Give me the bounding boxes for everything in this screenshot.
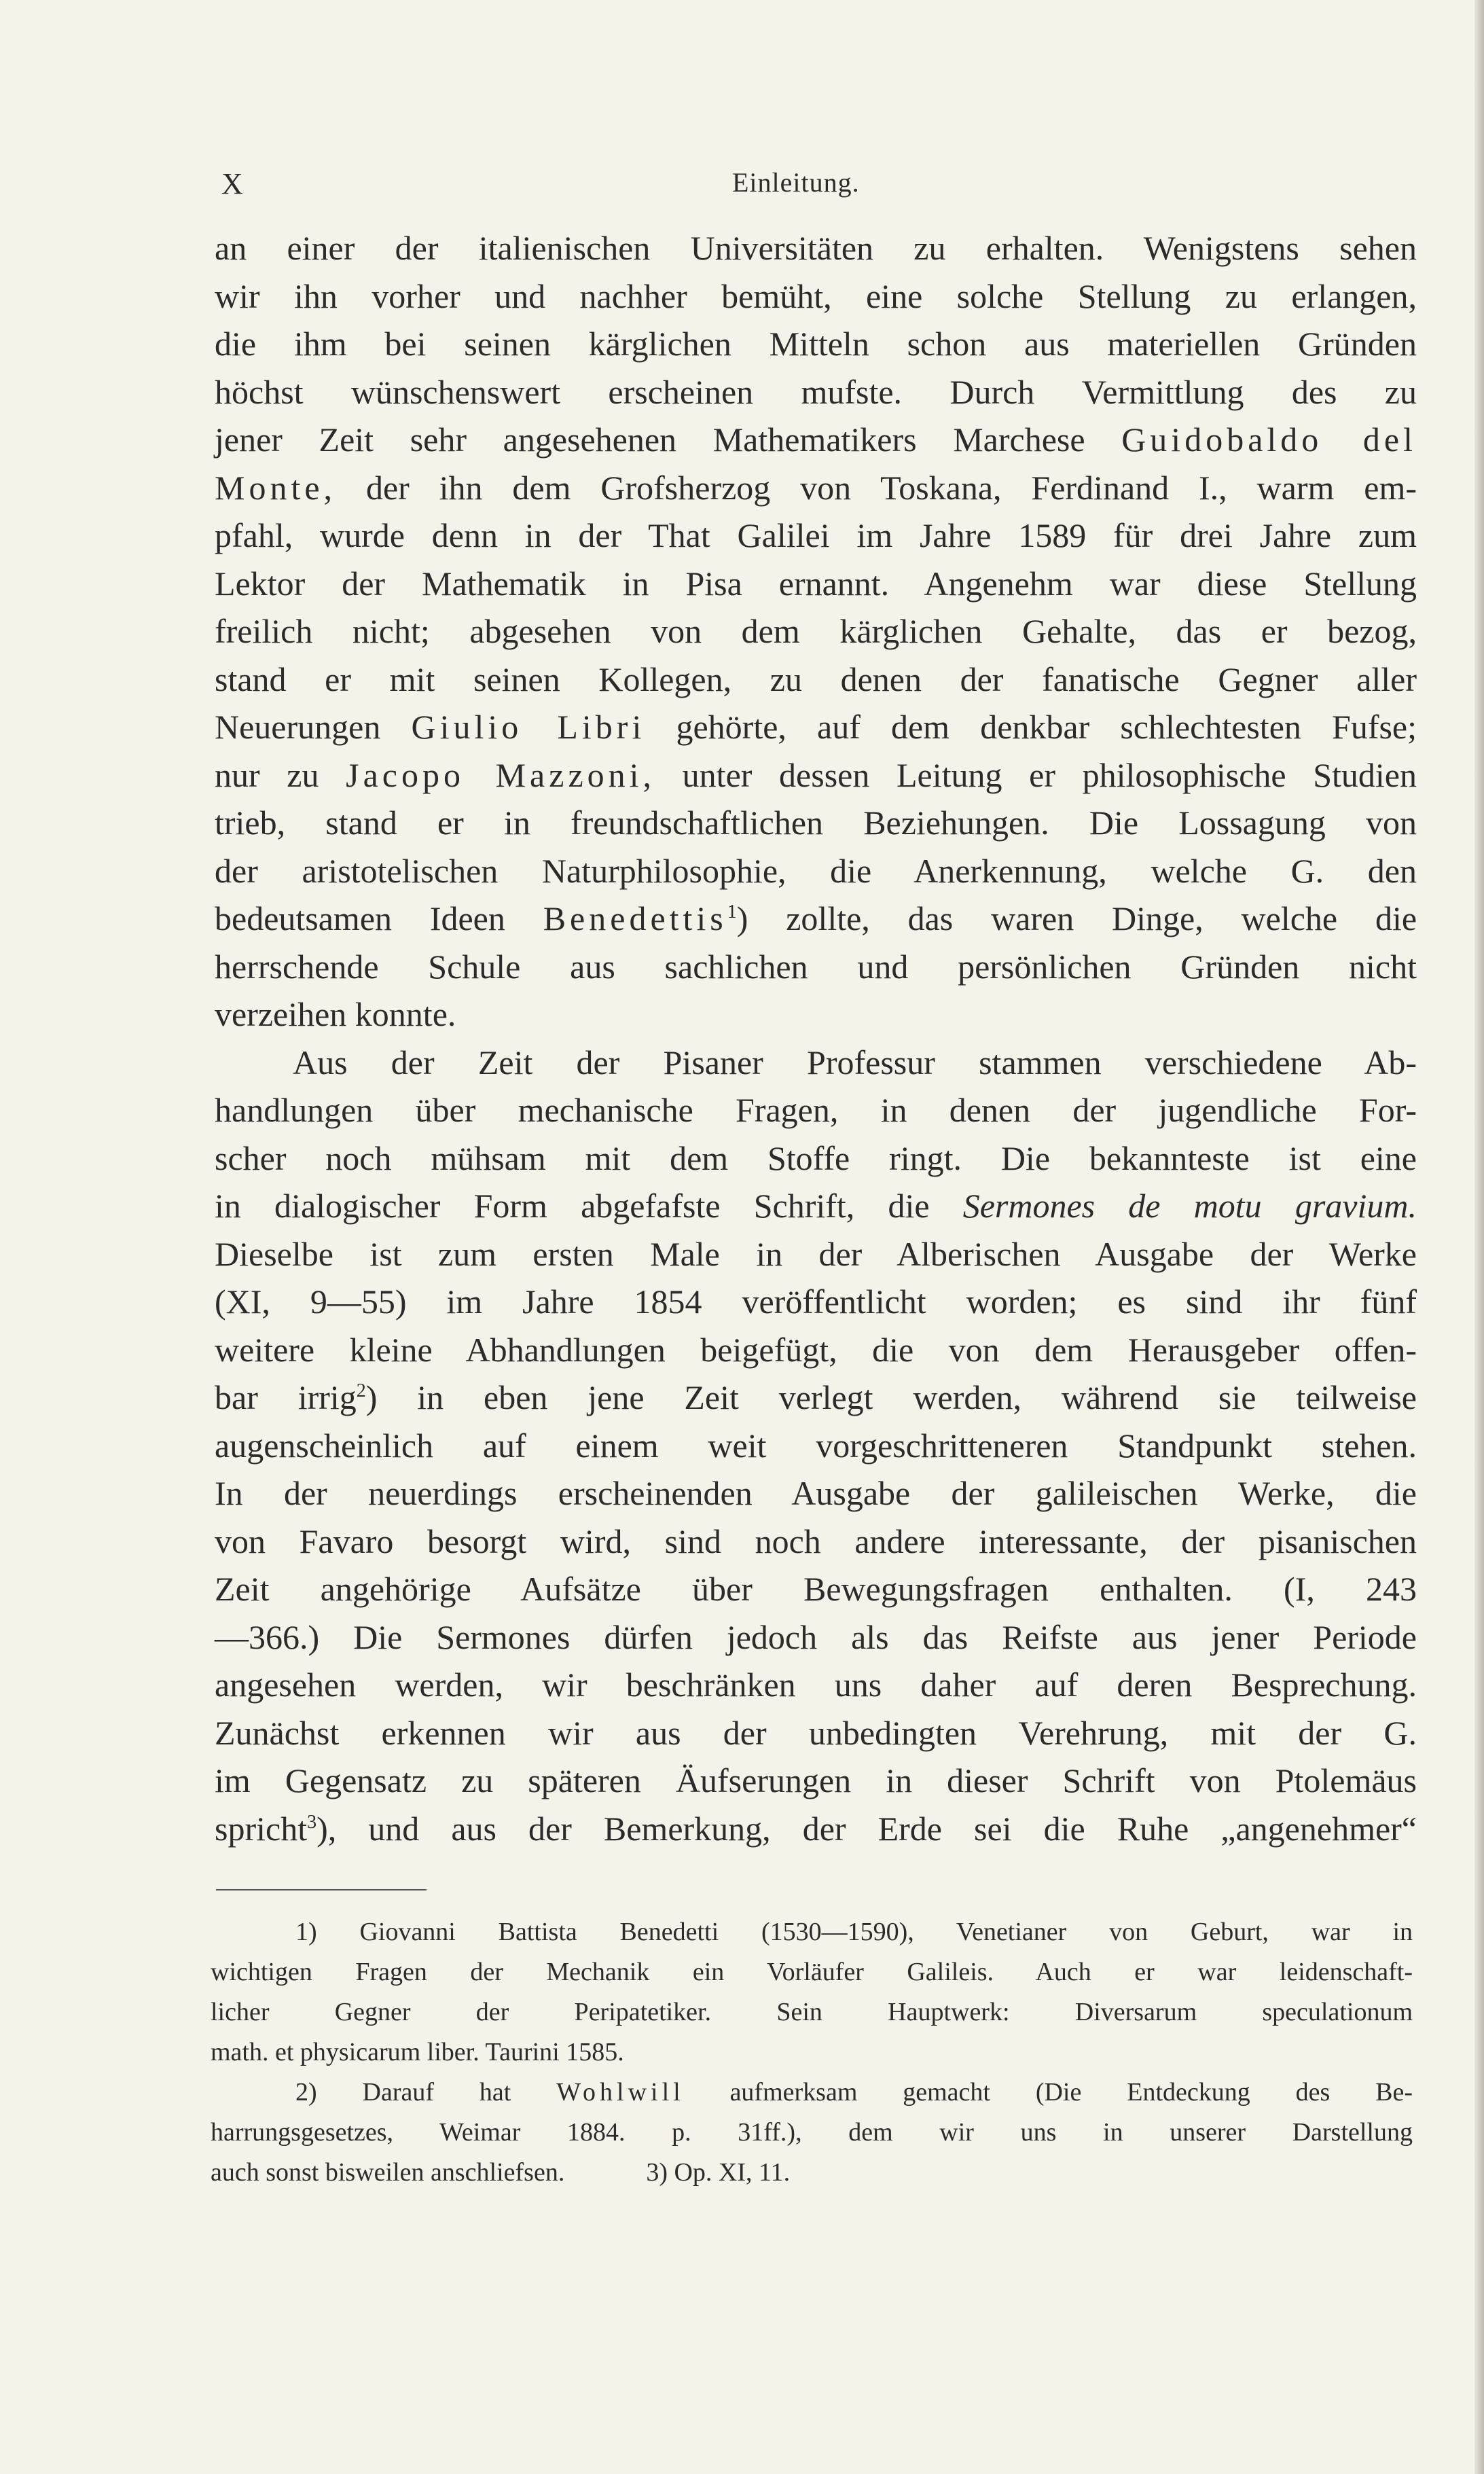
text-line: Dieselbe ist zum ersten Male in der Alberischen Ausgabe der Werke (215, 1234, 1417, 1273)
text-line: handlungen über mechanische Fragen, in denen der jugendliche For- (215, 1091, 1417, 1129)
footnote-marker: 3 (307, 1811, 317, 1833)
text-line: angesehen werden, wir beschränken uns daher auf deren Besprechung. (215, 1666, 1417, 1704)
text-line: (XI, 9—55) im Jahre 1854 veröffentlicht worden; es sind ihr fünf (215, 1283, 1417, 1321)
person-name: Benedettis (543, 899, 727, 937)
text-line: wir ihn vorher und nachher bemüht, eine solche Stellung zu erlangen, (215, 276, 1417, 315)
person-name: Jacopo Mazzoni, (346, 755, 656, 794)
running-title: Einleitung. (732, 167, 860, 198)
text-line: Lektor der Mathematik in Pisa ernannt. Angenehm war diese Stellung (215, 564, 1417, 603)
main-text (215, 224, 1417, 1852)
text-line: die ihm bei seinen kärglichen Mitteln schon aus materiellen Gründen (215, 325, 1417, 363)
text-segment: bar irrig (215, 1378, 357, 1416)
page-number: X (221, 167, 245, 200)
text-segment: ) zollte, das waren Dinge, welche die (736, 899, 1417, 937)
text-line: höchst wünschenswert erscheinen mufste. Durch Vermittlung des zu (215, 372, 1417, 411)
text-segment: ), und aus der Bemerkung, der Erde sei die Ruhe „angenehmer“ (316, 1809, 1417, 1848)
text-segment: Neuerungen (215, 708, 381, 746)
text-line: freilich nicht; abgesehen von dem kärglichen Gehalte, das er bezog, (215, 612, 1417, 650)
person-name: Guidobaldo del (1121, 420, 1417, 459)
text-line: augenscheinlich auf einem weit vorgeschritteneren Standpunkt stehen. (215, 1426, 1417, 1465)
text-line (215, 1374, 1417, 1422)
text-segment: gehörte, auf dem denkbar schlechtesten Fufse; (676, 708, 1417, 746)
text-line: —366.) Die Sermones dürfen jedoch als das Reifste aus jener Periode (215, 1617, 1417, 1656)
page-edge (1474, 0, 1484, 2474)
text-line (215, 895, 1417, 943)
footnote-divider (216, 1889, 427, 1890)
footnote-line: 1) Giovanni Battista Benedetti (1530—1590), Venetianer von Geburt, war in (295, 1918, 1413, 1946)
text-segment: ) in eben jene Zeit verlegt werden, während sie teilweise (365, 1378, 1417, 1416)
text-segment: der ihn dem Grofsherzog von Toskana, Ferdinand I., warm em- (365, 468, 1417, 507)
person-name: Wohlwill (556, 2078, 685, 2107)
footnote-line: math. et physicarum liber. Taurini 1585. (211, 2038, 624, 2066)
footnote-marker: 1 (727, 901, 737, 922)
text-line: weitere kleine Abhandlungen beigefügt, die von dem Herausgeber offen- (215, 1330, 1417, 1369)
text-line (215, 416, 1417, 464)
text-line (215, 703, 1417, 751)
footnote-line (211, 2153, 1413, 2193)
footnote-line (211, 2073, 1413, 2113)
text-line: In der neuerdings erscheinenden Ausgabe der galileischen Werke, die (215, 1474, 1417, 1512)
text-segment: in dialogischer Form abgefafste Schrift, die (215, 1187, 930, 1225)
text-line: trieb, stand er in freundschaftlichen Beziehungen. Die Lossagung von (215, 804, 1417, 842)
text-line: an einer der italienischen Universitäten zu erhalten. Wenigstens sehen (215, 229, 1417, 267)
text-line (215, 751, 1417, 800)
text-segment: spricht (215, 1809, 308, 1848)
text-segment: aufmerksam gemacht (Die Entdeckung des Be- (729, 2078, 1413, 2107)
text-line (215, 1805, 1417, 1853)
text-line: stand er mit seinen Kollegen, zu denen der fanatische Gegner aller (215, 660, 1417, 698)
text-line: von Favaro besorgt wird, sind noch andere interessante, der pisanischen (215, 1522, 1417, 1560)
footnotes (211, 1912, 1413, 2193)
text-segment: unter dessen Leitung er philosophische Studien (682, 755, 1417, 794)
text-line: Zunächst erkennen wir aus der unbedingten Verehrung, mit der G. (215, 1713, 1417, 1752)
text-line: Zeit angehörige Aufsätze über Bewegungsfragen enthalten. (I, 243 (215, 1570, 1417, 1608)
text-line: pfahl, wurde denn in der That Galilei im Jahre 1589 für drei Jahre zum (215, 516, 1417, 554)
text-segment: bedeutsamen Ideen (215, 899, 505, 937)
text-segment: 2) Darauf hat (295, 2078, 511, 2107)
person-name: Monte, (215, 468, 337, 507)
text-line: Aus der Zeit der Pisaner Professur stammen verschiedene Ab- (293, 1043, 1417, 1081)
text-line: der aristotelischen Naturphilosophie, die Anerkennung, welche G. den (215, 851, 1417, 890)
footnote-line: harrungsgesetzes, Weimar 1884. p. 31ff.), dem wir uns in unserer Darstellung (211, 2118, 1413, 2147)
text-line (215, 464, 1417, 512)
text-segment: auch sonst bisweilen anschliefsen. (211, 2158, 565, 2187)
person-name: Giulio Libri (411, 708, 646, 746)
text-segment: nur zu (215, 755, 319, 794)
text-segment: jener Zeit sehr angesehenen Mathematikers Marchese (215, 420, 1085, 459)
footnote-marker: 2 (356, 1380, 366, 1401)
work-title: Sermones de motu gravium. (962, 1187, 1417, 1225)
footnote-line: licher Gegner der Peripatetiker. Sein Hauptwerk: Diversarum speculationum (211, 1998, 1413, 2026)
text-line: im Gegensatz zu späteren Äufserungen in dieser Schrift von Ptolemäus (215, 1761, 1417, 1799)
text-line: scher noch mühsam mit dem Stoffe ringt. Die bekannteste ist eine (215, 1139, 1417, 1177)
text-line: verzeihen konnte. (215, 995, 456, 1033)
page-header (216, 166, 1418, 207)
text-line (215, 1182, 1417, 1230)
text-line: herrschende Schule aus sachlichen und persönlichen Gründen nicht (215, 947, 1417, 986)
footnote-3: 3) Op. XI, 11. (646, 2158, 791, 2187)
footnote-line: wichtigen Fragen der Mechanik ein Vorläufer Galileis. Auch er war leidenschaft- (211, 1958, 1413, 1986)
